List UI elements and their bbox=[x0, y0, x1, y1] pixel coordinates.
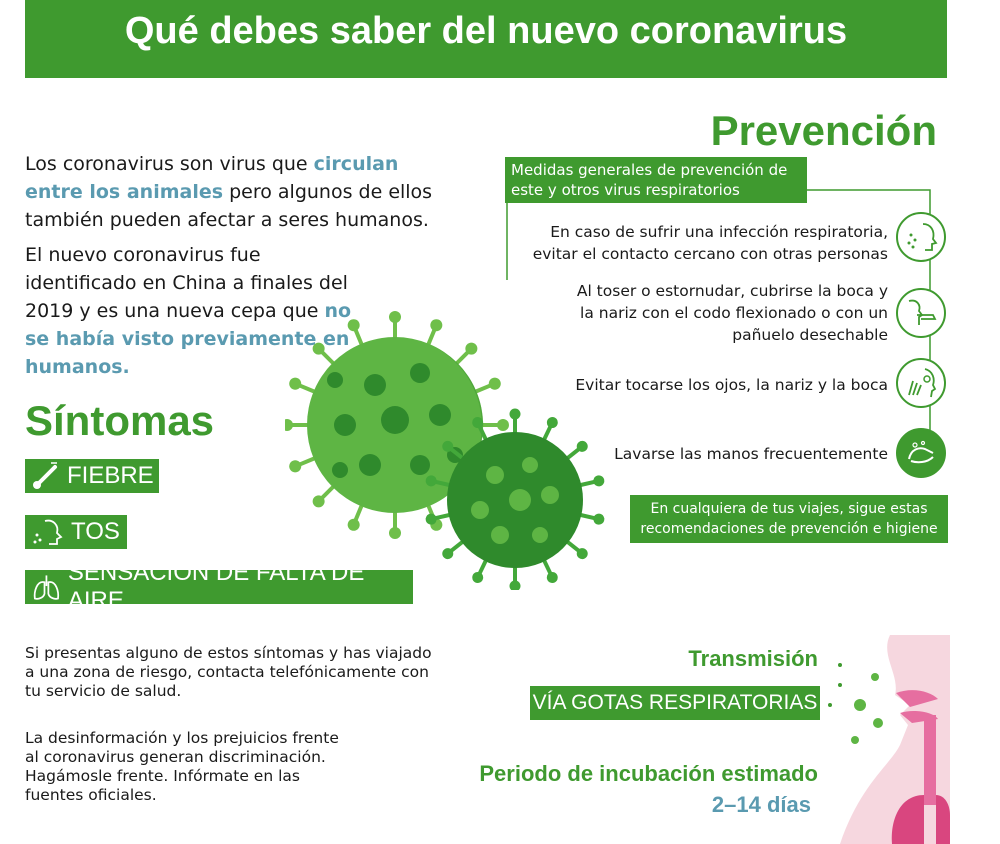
lungs-icon bbox=[31, 572, 62, 602]
disinformation-paragraph: La desinformación y los prejuicios frente al coronavirus generan discriminación. Hagámosle frente. Infórmate en las fuentes oficiales. bbox=[25, 729, 339, 804]
sneeze-icon bbox=[896, 212, 946, 262]
advice-paragraph: Si presentas alguno de estos síntomas y has viajado a una zona de riesgo, contacta telefónicamente con tu servicio de salud. bbox=[25, 644, 432, 700]
cough-elbow-icon bbox=[896, 288, 946, 338]
symptom-fever bbox=[25, 459, 159, 493]
prevention-item: Evitar tocarse los ojos, la nariz y la boca bbox=[575, 376, 888, 394]
intro-text: Los coronavirus son virus que bbox=[25, 153, 314, 175]
cough-icon bbox=[31, 517, 65, 547]
symptom-shortness-of-breath bbox=[25, 559, 413, 614]
prevention-item: Lavarse las manos frecuentemente bbox=[614, 445, 888, 463]
symptom-label: FIEBRE bbox=[67, 462, 154, 489]
prevention-item: Al toser o estornudar, cubrirse la boca y la nariz con el codo flexionado o con un pañuelo desechable bbox=[576, 282, 888, 344]
prevention-measures-box: Medidas generales de prevención de este y otros virus respiratorios bbox=[505, 157, 807, 203]
symptom-cough bbox=[25, 515, 127, 549]
symptom-label: TOS bbox=[71, 518, 120, 545]
transmission-route: VÍA GOTAS RESPIRATORIAS bbox=[530, 686, 820, 720]
thermometer-icon bbox=[31, 461, 61, 491]
prevention-item: En caso de sufrir una infección respiratoria, evitar el contacto cercano con otras personas bbox=[532, 223, 888, 263]
travel-recommendation: En cualquiera de tus viajes, sigue estas recomendaciones de prevención e higiene bbox=[630, 495, 948, 543]
intro-paragraph-1 bbox=[25, 150, 455, 234]
intro-text: pero algunos de ellos también pueden afectar a seres humanos. bbox=[25, 181, 433, 231]
respiratory-illustration bbox=[820, 635, 950, 844]
page-title: Qué debes saber del nuevo coronavirus bbox=[124, 10, 848, 52]
prevention-heading: Prevención bbox=[710, 107, 937, 154]
touch-face-icon bbox=[896, 358, 946, 408]
symptom-label: SENSACIÓN DE FALTA DE AIRE bbox=[67, 559, 365, 614]
hand-wash-icon bbox=[896, 428, 946, 478]
symptoms-heading: Síntomas bbox=[25, 397, 215, 444]
incubation-heading: Periodo de incubación estimado bbox=[479, 761, 818, 786]
incubation-value: 2–14 días bbox=[711, 792, 811, 817]
intro-highlight: circulan entre los animales bbox=[25, 153, 399, 203]
transmission-heading: Transmisión bbox=[688, 646, 818, 671]
intro-text: El nuevo coronavirus fue identificado en China a finales del 2019 y es una nueva cepa que bbox=[25, 244, 348, 322]
intro-highlight: no se había visto previamente en humanos. bbox=[25, 300, 352, 378]
